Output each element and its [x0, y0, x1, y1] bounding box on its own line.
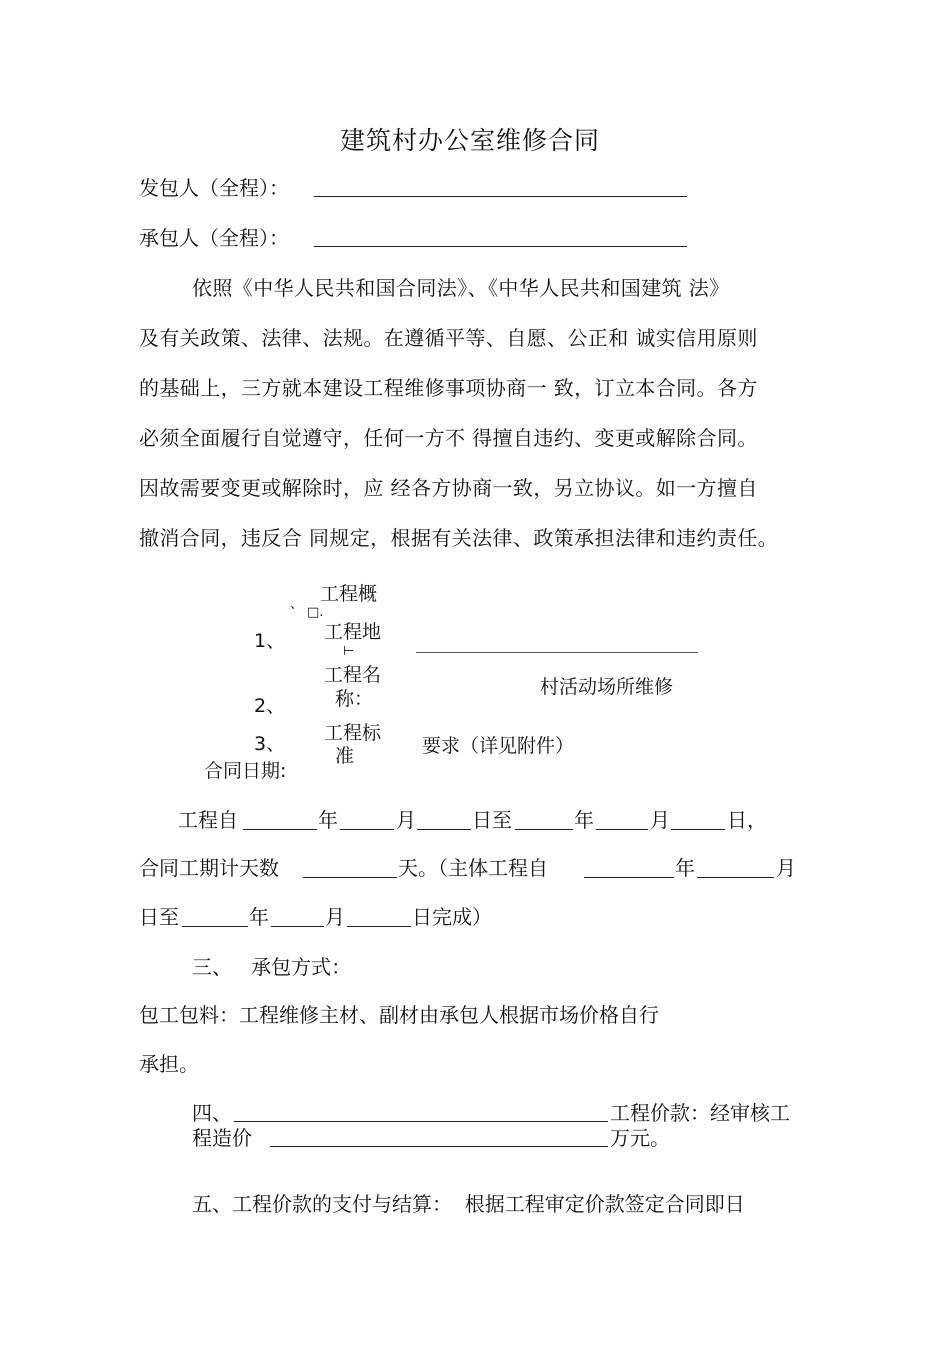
- blank-line: [347, 926, 411, 927]
- blank-line: [417, 829, 471, 830]
- preamble-line: 的基础上，三方就本建设工程维修事项协商一 致，订立本合同。各方: [139, 376, 758, 400]
- issuer-blank-line: [314, 196, 687, 197]
- item2-label-continued: 称：: [335, 688, 374, 710]
- preamble-line: 因故需要变更或解除时，应 经各方协商一致，另立协议。如一方擅自: [139, 476, 758, 500]
- date-line1-month: 月: [396, 808, 416, 832]
- blank-line: [271, 926, 324, 927]
- date-line1-year2: 年: [574, 808, 594, 832]
- section1-heading-fragment: 、: [290, 597, 304, 612]
- section4-suffix: 工程价款：经审核工: [610, 1101, 790, 1125]
- preamble-line: 撤消合同，违反合 同规定，根据有关法律、政策承担法律和违约责任。: [139, 526, 779, 550]
- blank-line: [515, 829, 573, 830]
- section3-line1: 包工包料：工程维修主材、副材由承包人根据市场价格自行: [139, 1003, 659, 1027]
- blank-line: [243, 829, 317, 830]
- item2-label: 工程名: [324, 664, 382, 686]
- section1-heading: 工程概: [320, 583, 378, 605]
- blank-line: [270, 1146, 608, 1147]
- date-line1-day: 日，: [727, 808, 767, 832]
- section4-prefix: 四、: [192, 1101, 232, 1125]
- section3-line2: 承担。: [139, 1052, 199, 1076]
- date-line3-year: 年: [249, 905, 269, 929]
- section3-heading: 三、 承包方式：: [192, 955, 352, 979]
- blank-line: [234, 1121, 608, 1122]
- blank-line: [340, 829, 394, 830]
- blank-line: [584, 877, 674, 878]
- item1-fragment: ⊢: [343, 644, 355, 659]
- section1-heading-fragment-2: □.: [307, 605, 324, 620]
- section5-text: 五、工程价款的支付与结算： 根据工程审定价款签定合同即日: [192, 1192, 745, 1216]
- contract-date-label: 合同日期:: [204, 760, 287, 782]
- item3-number: 3、: [254, 733, 286, 755]
- date-line1-year: 年: [318, 808, 338, 832]
- date-line3-done: 日完成）: [412, 905, 492, 929]
- item1-label: 工程地: [324, 621, 382, 643]
- issuer-label: 发包人（全程）：: [139, 176, 289, 200]
- item2-value: 村活动场所维修: [540, 676, 674, 698]
- date-line1-start: 工程自: [178, 808, 238, 832]
- item1-number: 1、: [254, 630, 286, 652]
- preamble-first-line: 依照《中华人民共和国合同法》、《中华人民共和国建筑 法》: [192, 276, 730, 300]
- item3-label: 工程标: [324, 722, 382, 744]
- blank-line: [596, 829, 648, 830]
- blank-line: [182, 926, 248, 927]
- date-line3-month: 月: [325, 905, 345, 929]
- contractor-label: 承包人（全程）：: [139, 226, 289, 250]
- item1-blank-line: [416, 652, 698, 653]
- blank-line: [303, 877, 397, 878]
- section4-unit: 万元。: [610, 1126, 670, 1150]
- preamble-line: 及有关政策、法律、法规。在遵循平等、自愿、公正和 诚实信用原则: [139, 326, 758, 350]
- date-line1-to: 日至: [472, 808, 512, 832]
- preamble-line: 必须全面履行自觉遵守，任何一方不 得擅自违约、变更或解除合同。: [139, 426, 758, 450]
- section4-cost-label: 程造价: [192, 1126, 252, 1150]
- date-line1-month2: 月: [650, 808, 670, 832]
- duration-label: 合同工期计天数: [139, 856, 279, 880]
- item3-label-continued: 准: [335, 745, 355, 767]
- item3-value: 要求（详见附件）: [422, 735, 575, 757]
- document-title: 建筑村办公室维修合同: [340, 126, 601, 155]
- main-project-label: 天。（主体工程自: [398, 856, 548, 880]
- date-line2-month: 月: [776, 856, 796, 880]
- blank-line: [697, 877, 774, 878]
- blank-line: [671, 829, 725, 830]
- date-line2-year: 年: [675, 856, 695, 880]
- contractor-blank-line: [314, 246, 687, 247]
- date-line3-to: 日至: [139, 905, 179, 929]
- item2-number: 2、: [254, 695, 286, 717]
